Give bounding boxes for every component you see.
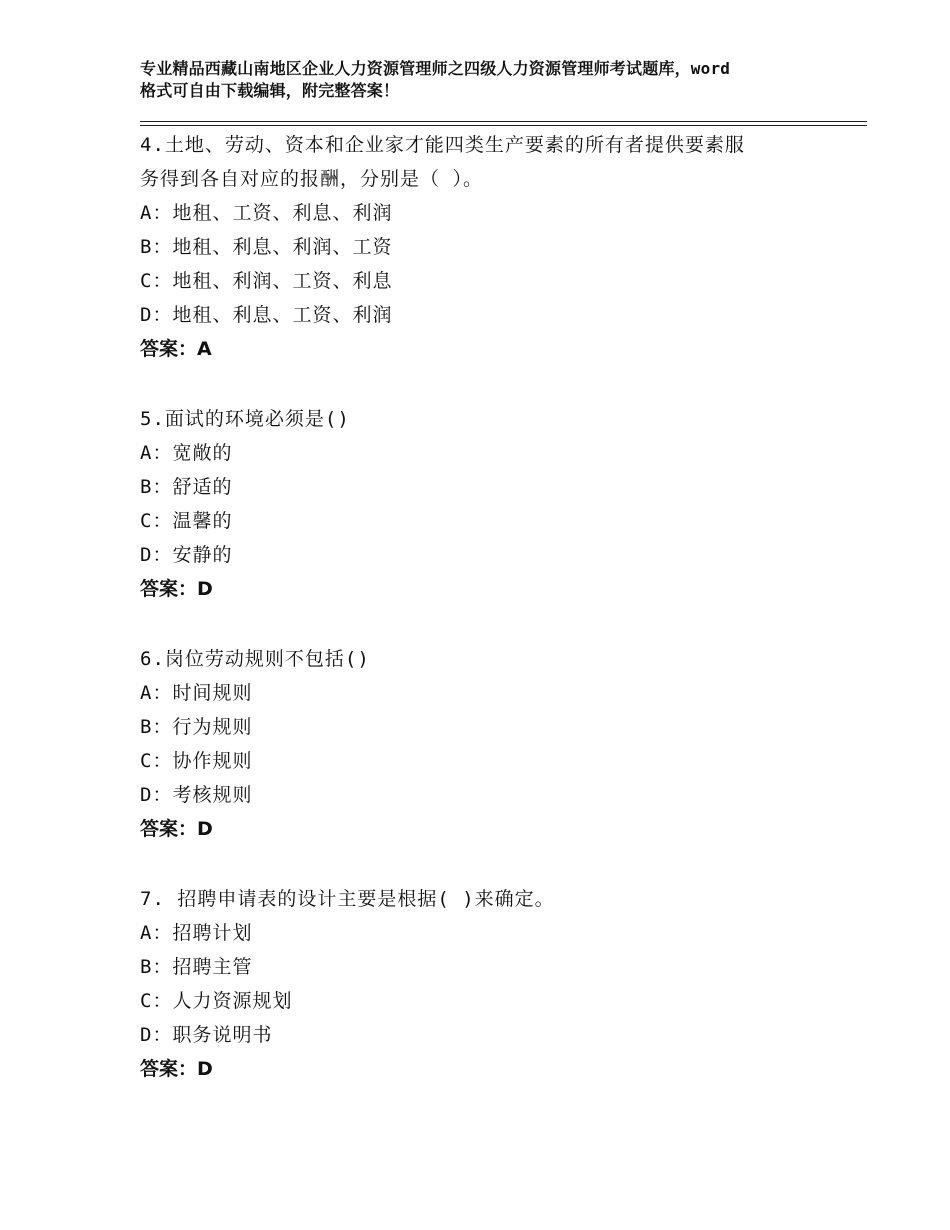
- option-c: C：地租、利润、工资、利息: [140, 270, 393, 292]
- question-stem: 5.面试的环境必须是(): [140, 408, 350, 430]
- question-stem: 6.岗位劳动规则不包括(): [140, 648, 370, 670]
- option-b: B：舒适的: [140, 476, 233, 498]
- answer-label: 答案：D: [140, 818, 213, 840]
- option-d: D：安静的: [140, 544, 233, 566]
- question-stem: 7. 招聘申请表的设计主要是根据( )来确定。: [140, 888, 555, 910]
- question-list: [140, 128, 830, 1122]
- question-6: [140, 642, 830, 846]
- answer-label: 答案：D: [140, 1058, 213, 1080]
- question-stem-continued: 务得到各自对应的报酬，分别是（ ）。: [140, 168, 483, 190]
- option-a: A：招聘计划: [140, 922, 253, 944]
- option-b: B：地租、利息、利润、工资: [140, 236, 393, 258]
- option-c: C：温馨的: [140, 510, 233, 532]
- question-stem: 4.土地、劳动、资本和企业家才能四类生产要素的所有者提供要素服: [140, 134, 745, 156]
- option-a: A：时间规则: [140, 682, 253, 704]
- option-d: D：地租、利息、工资、利润: [140, 304, 393, 326]
- option-a: A：地租、工资、利息、利润: [140, 202, 393, 224]
- option-b: B：招聘主管: [140, 956, 253, 978]
- header-line-1: 专业精品西藏山南地区企业人力资源管理师之四级人力资源管理师考试题库，word: [140, 59, 731, 78]
- option-b: B：行为规则: [140, 716, 253, 738]
- option-a: A：宽敞的: [140, 442, 233, 464]
- answer-label: 答案：A: [140, 338, 212, 360]
- option-d: D：考核规则: [140, 784, 253, 806]
- option-c: C：协作规则: [140, 750, 253, 772]
- question-4: [140, 128, 830, 366]
- header-rule-bottom: [140, 125, 867, 126]
- header-rule-top: [140, 121, 867, 122]
- answer-label: 答案：D: [140, 578, 213, 600]
- question-7: [140, 882, 830, 1086]
- header-line-2: 格式可自由下载编辑，附完整答案！: [140, 81, 400, 100]
- option-d: D：职务说明书: [140, 1024, 273, 1046]
- question-5: [140, 402, 830, 606]
- option-c: C：人力资源规划: [140, 990, 293, 1012]
- document-header: [140, 58, 840, 102]
